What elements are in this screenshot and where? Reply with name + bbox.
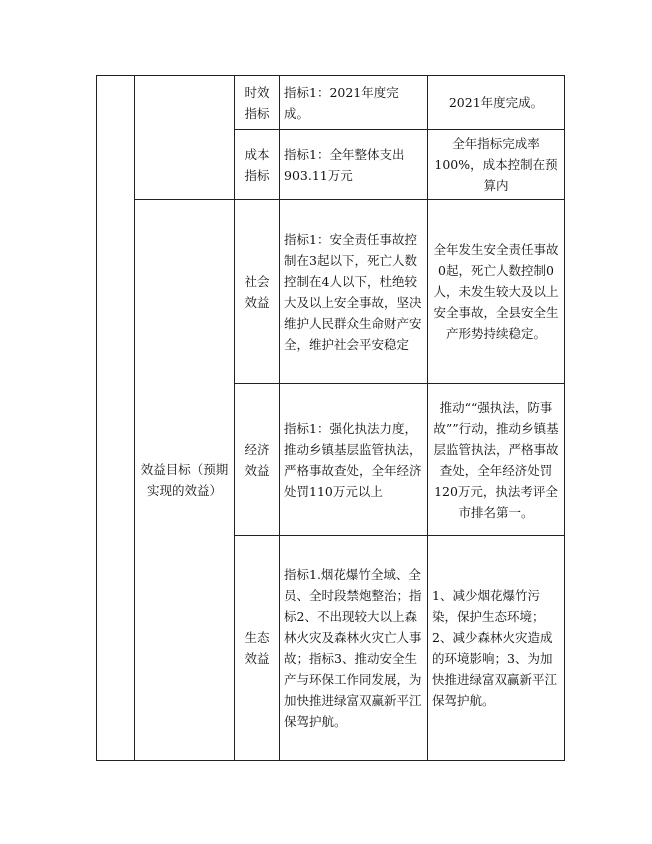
- blank-category-cell: [135, 76, 235, 200]
- sub-indicator-economic: 经济效益: [235, 384, 280, 536]
- sub-indicator-ecological: 生态效益: [235, 536, 280, 761]
- table-row: [97, 76, 565, 130]
- indicator-social: 指标1：安全责任事故控制在3起以下，死亡人数控制在4人以下，杜绝较大及以上安全事故，坚决维护人民群众生命财产安全，维护社会平安稳定: [280, 200, 428, 384]
- sub-indicator-timeliness: 时效指标: [235, 76, 280, 130]
- outcome-economic: 推动““强执法，防事故””行动，推动乡镇基层监管执法，严格事故查处，全年经济处罚120万元，执法考评全市排名第一。: [428, 384, 565, 536]
- blank-left-cell: [97, 76, 135, 761]
- benefit-category: 效益目标（预期实现的效益）: [135, 200, 235, 761]
- sub-indicator-cost: 成本指标: [235, 130, 280, 200]
- outcome-timeliness: 2021年度完成。: [428, 76, 565, 130]
- indicator-ecological: 指标1.烟花爆竹全域、全员、全时段禁炮整治；指标2、不出现较大以上森林火灾及森林火灾亡人事故；指标3、推动安全生产与环保工作同发展，为加快推进绿富双赢新平江保驾护航。: [280, 536, 428, 761]
- sub-indicator-social: 社会效益: [235, 200, 280, 384]
- outcome-cost: 全年指标完成率100%，成本控制在预算内: [428, 130, 565, 200]
- indicator-timeliness: 指标1：2021年度完成。: [280, 76, 428, 130]
- table-row: [97, 200, 565, 384]
- outcome-social: 全年发生安全责任事故0起，死亡人数控制0人，未发生较大及以上安全事故，全县安全生产形势持续稳定。: [428, 200, 565, 384]
- indicator-economic: 指标1：强化执法力度，推动乡镇基层监管执法，严格事故查处，全年经济处罚110万元以上: [280, 384, 428, 536]
- performance-table: [96, 75, 565, 761]
- outcome-ecological: 1、减少烟花爆竹污染，保护生态环境；2、减少森林火灾造成的环境影响；3、为加快推进绿富双赢新平江保驾护航。: [428, 536, 565, 761]
- indicator-cost: 指标1：全年整体支出903.11万元: [280, 130, 428, 200]
